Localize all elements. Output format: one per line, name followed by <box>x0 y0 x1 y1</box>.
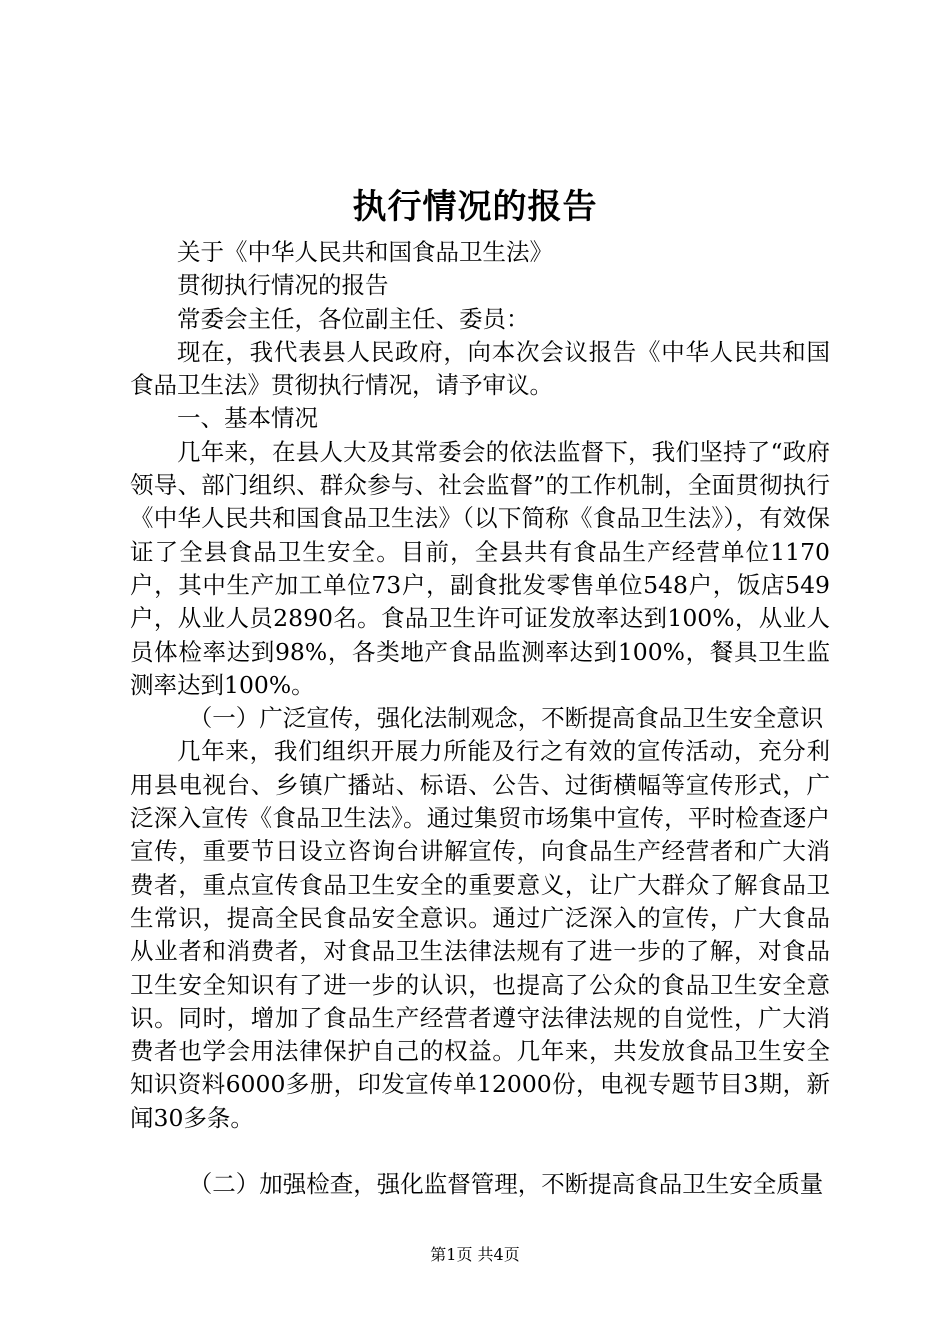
paragraph-spacer <box>130 1135 830 1168</box>
document-title: 执行情况的报告 <box>352 187 598 227</box>
section-heading-basic: 一、基本情况 <box>177 404 318 433</box>
subject-line-1: 关于《中华人民共和国食品卫生法》 <box>177 238 553 266</box>
subject-line-2: 贯彻执行情况的报告 <box>177 271 389 300</box>
subsection-heading-1: （一）广泛宣传，强化法制观念，不断提高食品卫生安全意识 <box>188 704 824 733</box>
subsection-heading-2: （二）加强检查，强化监督管理，不断提高食品卫生安全质量 <box>188 1170 824 1199</box>
intro-paragraph: 现在，我代表县人民政府，向本次会议报告《中华人民共和国食品卫生法》贯彻执行情况，请予审议。 <box>130 337 830 400</box>
page-footer: 第1页 共4页 <box>430 1245 520 1264</box>
document-body <box>130 236 830 1202</box>
salutation: 常委会主任，各位副主任、委员： <box>177 304 530 333</box>
basic-situation-paragraph: 几年来，在县人大及其常委会的依法监督下，我们坚持了“政府领导、部门组织、群众参与、社会监督”的工作机制，全面贯彻执行《中华人民共和国食品卫生法》（以下简称《食品卫生法》），有效保证了全县食品卫生安全。目前，全县共有食品生产经营单位1170户，其中生产加工单位73户，副食批发零售单位548户，饭店549户，从业人员2890名。食品卫生许可证发放率达到100%，从业人员体检率达到98%，各类地产食品监测率达到100%，餐具卫生监测率达到100%。 <box>130 437 830 699</box>
publicity-paragraph: 几年来，我们组织开展力所能及行之有效的宣传活动，充分利用县电视台、乡镇广播站、标语、公告、过街横幅等宣传形式，广泛深入宣传《食品卫生法》。通过集贸市场集中宣传，平时检查逐户宣传，重要节日设立咨询台讲解宣传，向食品生产经营者和广大消费者，重点宣传食品卫生安全的重要意义，让广大群众了解食品卫生常识，提高全民食品安全意识。通过广泛深入的宣传，广大食品从业者和消费者，对食品卫生法律法规有了进一步的了解，对食品卫生安全知识有了进一步的认识，也提高了公众的食品卫生安全意识。同时，增加了食品生产经营者遵守法律法规的自觉性，广大消费者也学会用法律保护自己的权益。几年来，共发放食品卫生安全知识资料6000多册，印发宣传单12000份，电视专题节目3期，新闻30多条。 <box>130 737 830 1132</box>
